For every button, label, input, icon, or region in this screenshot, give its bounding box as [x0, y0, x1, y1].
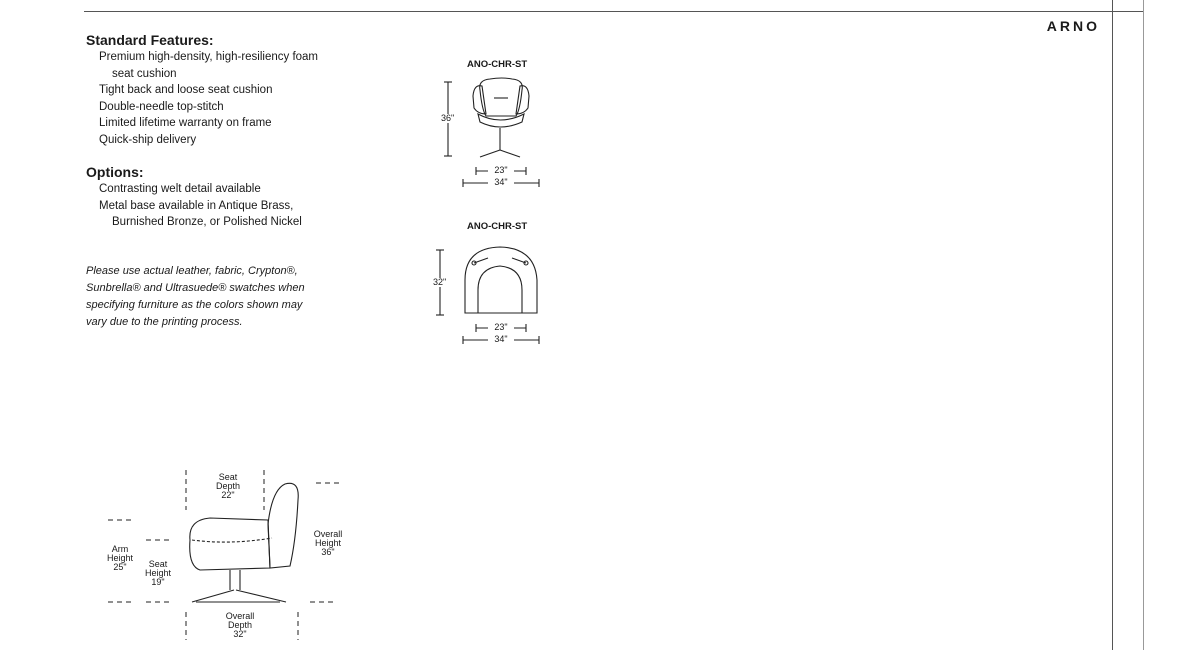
top-view-code: ANO-CHR-ST: [467, 221, 528, 232]
list-item: Premium high-density, high-resiliency foam: [99, 51, 319, 63]
overall-depth-label: Overall Depth 32": [225, 611, 255, 639]
options-title: Options:: [86, 164, 144, 180]
note-line: Please use actual leather, fabric, Crypton®,: [86, 265, 298, 277]
list-item: Double-needle top-stitch: [99, 100, 224, 113]
list-item: Limited lifetime warranty on frame: [99, 117, 272, 129]
front-inner-width-label: 23": [488, 166, 514, 175]
side-view-drawing: [190, 483, 299, 602]
top-inner-width-label: 23": [488, 323, 514, 332]
standard-features-title: Standard Features:: [86, 32, 214, 48]
front-outer-width-label: 34": [488, 178, 514, 187]
list-item: Burnished Bronze, or Polished Nickel: [112, 216, 302, 228]
overall-height-label: Overall Height 36": [313, 529, 343, 557]
seat-height-label: Seat Height 19": [144, 559, 171, 587]
note-line: specifying furniture as the colors shown may: [86, 299, 303, 311]
list-item: Metal base available in Antique Brass,: [99, 199, 294, 212]
arm-height-label: Arm Height 25": [106, 544, 133, 572]
top-outer-width-label: 34": [488, 335, 514, 344]
front-view-code: ANO-CHR-ST: [467, 59, 528, 70]
list-item: Tight back and loose seat cushion: [99, 84, 273, 96]
list-item: seat cushion: [112, 67, 177, 80]
seat-depth-label: Seat Depth 22": [215, 472, 241, 500]
brand-title: ARNO: [1046, 18, 1100, 34]
note-line: vary due to the printing process.: [86, 316, 243, 328]
note-line: Sunbrella® and Ultrasuede® swatches when: [86, 282, 305, 294]
top-depth-label: 32": [433, 277, 447, 287]
list-item: Contrasting welt detail available: [99, 183, 261, 195]
front-height-label: 36": [441, 113, 455, 123]
list-item: Quick-ship delivery: [99, 133, 197, 146]
